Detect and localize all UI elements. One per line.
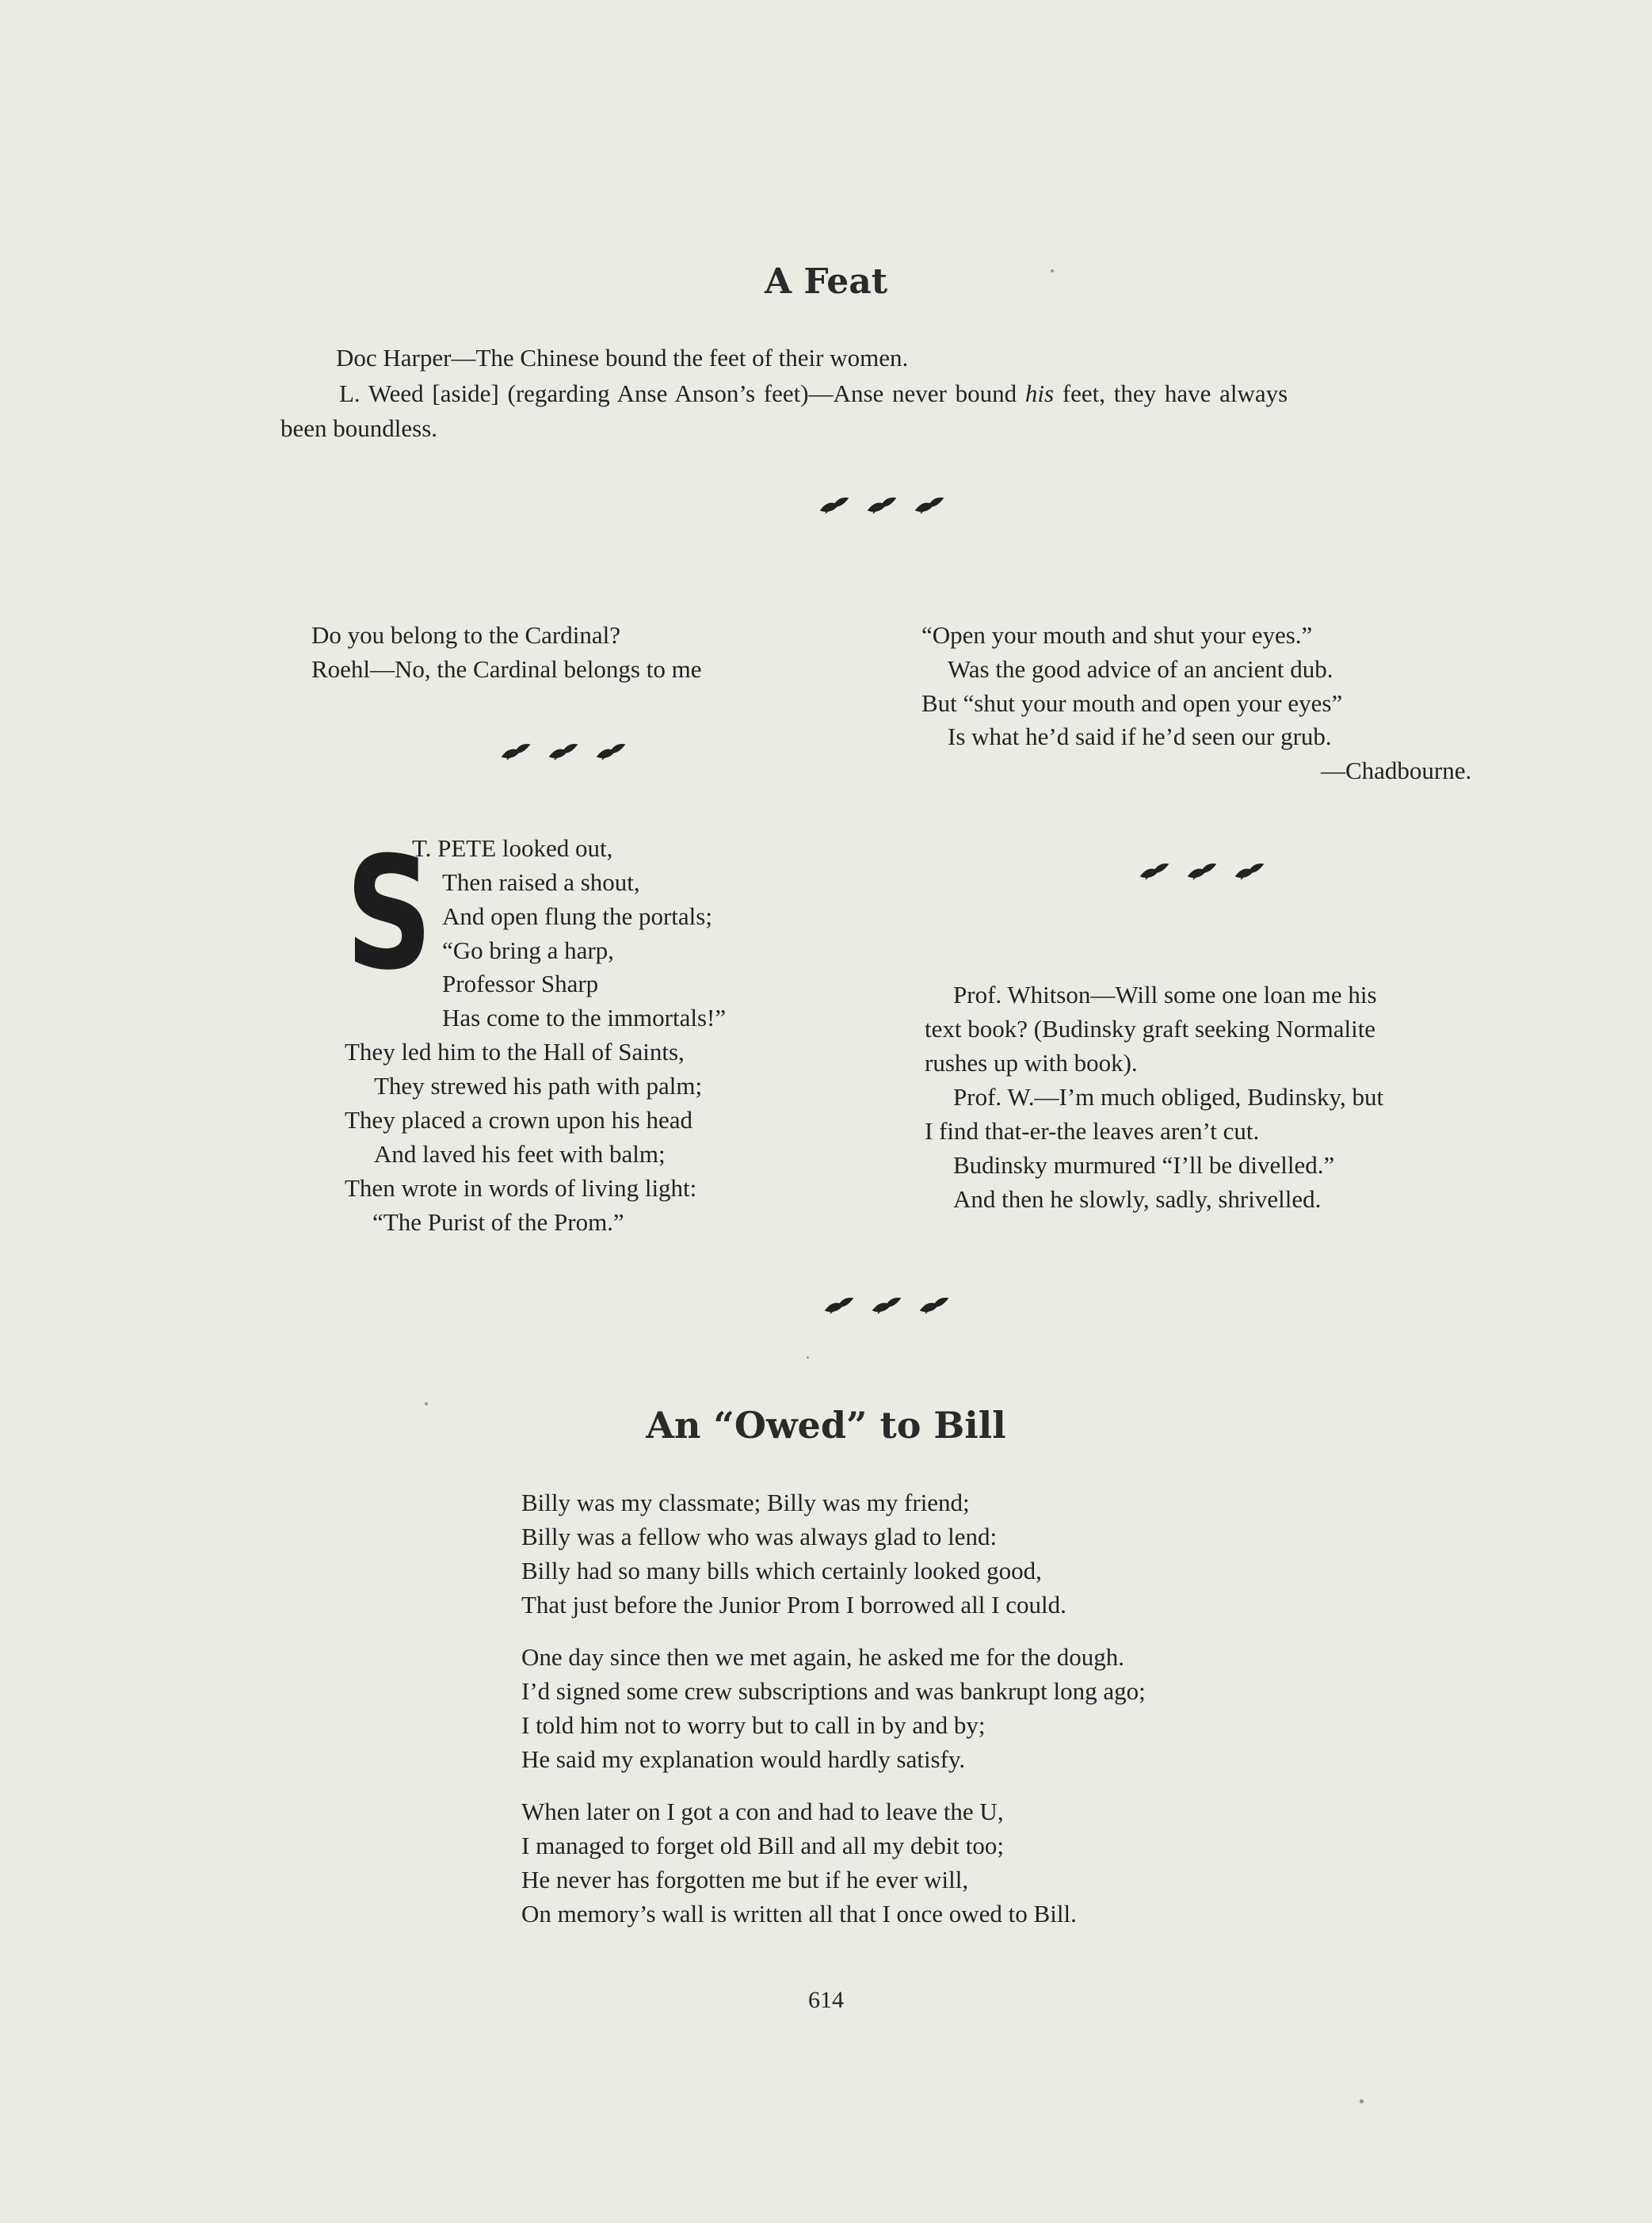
- owed-stanza-3-line-3: He never has forgotten me but if he ever will,: [521, 1866, 969, 1893]
- owed-stanza-1-line-4: That just before the Junior Prom I borrowed all I could.: [521, 1591, 1066, 1619]
- whitson-line-4: Prof. W.—I’m much obliged, Budinsky, but: [953, 1083, 1384, 1111]
- chadbourne-line-3: But “shut your mouth and open your eyes”: [921, 689, 1343, 717]
- feat-line-1: Doc Harper—The Chinese bound the feet of their women.: [336, 344, 909, 372]
- stpete-line-3: And open flung the portals;: [442, 902, 712, 930]
- paper-speck: [425, 1402, 428, 1405]
- paper-speck: [807, 1356, 809, 1359]
- owed-stanza-1-line-3: Billy had so many bills which certainly looked good,: [521, 1557, 1042, 1584]
- ornament-divider: [501, 742, 626, 761]
- drop-cap: S: [345, 824, 433, 1005]
- paper-speck: [1051, 269, 1054, 273]
- stpete-line-11: Then wrote in words of living light:: [345, 1174, 697, 1202]
- leaf-ornament-icon: [1187, 862, 1217, 881]
- leaf-ornament-icon: [824, 1296, 854, 1315]
- feat-line-2-text: L. Weed [aside] (regarding Anse Anson’s feet)—Anse never bound: [339, 379, 1017, 407]
- leaf-ornament-icon: [867, 496, 897, 515]
- feat-line-2: [339, 378, 1288, 410]
- leaf-ornament-icon: [1234, 862, 1265, 881]
- whitson-line-6: Budinsky murmured “I’ll be divelled.”: [953, 1151, 1335, 1179]
- stpete-line-6: Has come to the immortals!”: [442, 1004, 727, 1031]
- owed-stanza-3-line-2: I managed to forget old Bill and all my debit too;: [521, 1832, 1004, 1859]
- leaf-ornament-icon: [1139, 862, 1169, 881]
- ornament-divider: [819, 496, 944, 515]
- ornament-divider: [824, 1296, 949, 1315]
- owed-stanza-2-line-3: I told him not to worry but to call in by and by;: [521, 1711, 986, 1739]
- whitson-line-7: And then he slowly, sadly, shrivelled.: [953, 1185, 1322, 1213]
- leaf-ornament-icon: [872, 1296, 902, 1315]
- chadbourne-attribution: —Chadbourne.: [1321, 757, 1472, 784]
- owed-stanza-2-line-2: I’d signed some crew subscriptions and was bankrupt long ago;: [521, 1677, 1146, 1705]
- owed-stanza-2-line-4: He said my explanation would hardly satisfy.: [521, 1745, 966, 1773]
- paper-speck: [1360, 2099, 1364, 2103]
- chadbourne-line-2: Was the good advice of an ancient dub.: [948, 655, 1333, 683]
- stpete-line-8: They strewed his path with palm;: [374, 1072, 703, 1100]
- feat-line-2-end: feet, they have always: [1062, 379, 1288, 407]
- stpete-line-1: T. PETE looked out,: [412, 834, 613, 862]
- owed-stanza-3-line-4: On memory’s wall is written all that I once owed to Bill.: [521, 1900, 1077, 1927]
- cardinal-line-2: Roehl—No, the Cardinal belongs to me: [311, 655, 702, 683]
- chadbourne-line-4: Is what he’d said if he’d seen our grub.: [948, 723, 1332, 750]
- owed-title: An “Owed” to Bill: [646, 1404, 1006, 1447]
- stpete-line-12: “The Purist of the Prom.”: [372, 1208, 624, 1236]
- stpete-line-5: Professor Sharp: [442, 970, 599, 997]
- feat-line-3: been boundless.: [280, 414, 438, 442]
- whitson-line-5: I find that-er-the leaves aren’t cut.: [925, 1117, 1260, 1145]
- ornament-divider: [1139, 862, 1265, 881]
- page-number: 614: [808, 1987, 844, 2013]
- leaf-ornament-icon: [596, 742, 626, 761]
- feat-emphasis: his: [1024, 379, 1055, 407]
- chadbourne-line-1: “Open your mouth and shut your eyes.”: [921, 621, 1313, 649]
- stpete-line-7: They led him to the Hall of Saints,: [345, 1038, 685, 1066]
- owed-stanza-1-line-1: Billy was my classmate; Billy was my friend;: [521, 1489, 970, 1516]
- stpete-line-9: They placed a crown upon his head: [345, 1106, 693, 1134]
- feat-title: A Feat: [764, 261, 888, 302]
- whitson-line-2: text book? (Budinsky graft seeking Normalite: [925, 1015, 1376, 1043]
- stpete-line-4: “Go bring a harp,: [442, 936, 614, 964]
- stpete-line-10: And laved his feet with balm;: [374, 1140, 666, 1168]
- whitson-line-1: Prof. Whitson—Will some one loan me his: [953, 981, 1377, 1009]
- leaf-ornament-icon: [819, 496, 849, 515]
- leaf-ornament-icon: [919, 1296, 949, 1315]
- stpete-line-2: Then raised a shout,: [442, 868, 640, 896]
- whitson-line-3: rushes up with book).: [925, 1049, 1138, 1077]
- owed-stanza-2-line-1: One day since then we met again, he asked me for the dough.: [521, 1643, 1124, 1671]
- cardinal-line-1: Do you belong to the Cardinal?: [311, 621, 620, 649]
- owed-stanza-1-line-2: Billy was a fellow who was always glad to lend:: [521, 1523, 998, 1550]
- leaf-ornament-icon: [914, 496, 944, 515]
- leaf-ornament-icon: [501, 742, 531, 761]
- leaf-ornament-icon: [548, 742, 578, 761]
- owed-stanza-3-line-1: When later on I got a con and had to leave the U,: [521, 1798, 1004, 1825]
